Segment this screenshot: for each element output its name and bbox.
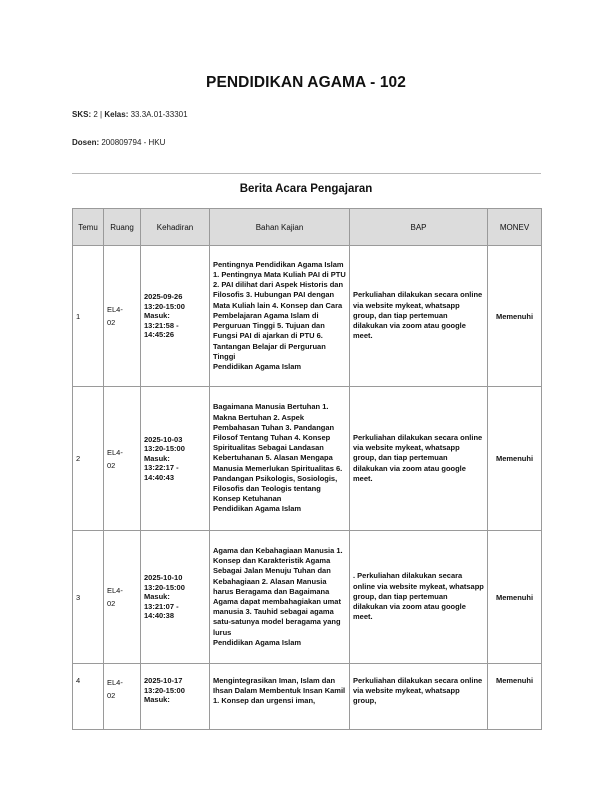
column-header-temu: Temu bbox=[73, 209, 104, 246]
divider bbox=[72, 173, 541, 174]
cell-kehadiran: 2025-10-10 13:20-15:00 Masuk: 13:21:07 - 14:40:38 bbox=[141, 531, 210, 664]
kelas-label: Kelas: bbox=[104, 110, 129, 119]
column-header-bap: BAP bbox=[350, 209, 488, 246]
kelas-value: 33.3A.01-33301 bbox=[130, 110, 188, 119]
lecturer-line bbox=[72, 138, 165, 147]
cell-bap: Perkuliahan dilakukan secara online via website mykeat, whatsapp group, dan tiap pertemuan dilakukan via zoom atau google meet. bbox=[350, 246, 488, 387]
table-row bbox=[73, 387, 542, 531]
page-title: PENDIDIKAN AGAMA - 102 bbox=[206, 74, 406, 91]
cell-temu: 3 bbox=[73, 531, 104, 664]
teaching-record-table bbox=[72, 208, 542, 730]
column-header-monev: MONEV bbox=[488, 209, 542, 246]
separator: | bbox=[100, 110, 103, 119]
cell-bap: Perkuliahan dilakukan secara online via website mykeat, whatsapp group, dan tiap pertemuan dilakukan via zoom atau google meet. bbox=[350, 387, 488, 531]
cell-monev: Memenuhi bbox=[488, 531, 542, 664]
cell-bahan-kajian: Mengintegrasikan Iman, Islam dan Ihsan Dalam Membentuk Insan Kamil 1. Konsep dan urgensi iman, bbox=[210, 664, 350, 730]
cell-ruang: EL4- 02 bbox=[104, 246, 141, 387]
cell-ruang: EL4- 02 bbox=[104, 387, 141, 531]
cell-temu: 2 bbox=[73, 387, 104, 531]
column-header-ruang: Ruang bbox=[104, 209, 141, 246]
cell-kehadiran: 2025-10-03 13:20-15:00 Masuk: 13:22:17 - 14:40:43 bbox=[141, 387, 210, 531]
cell-monev: Memenuhi bbox=[488, 246, 542, 387]
cell-bap: Perkuliahan dilakukan secara online via website mykeat, whatsapp group, bbox=[350, 664, 488, 730]
cell-temu: 1 bbox=[73, 246, 104, 387]
section-title: Berita Acara Pengajaran bbox=[239, 183, 373, 195]
sks-label: SKS: bbox=[72, 110, 92, 119]
cell-kehadiran: 2025-10-17 13:20-15:00 Masuk: bbox=[141, 664, 210, 730]
cell-bahan-kajian: Agama dan Kebahagiaan Manusia 1. Konsep dan Karakteristik Agama Sebagai Jalan Menuju Tuhan dan Kebahagiaan 2. Alasan Manusia harus Beragama dan Bagaimana Agama dapat membahagiakan umat manusia 3. Tauhid sebagai agama satu-satunya model beragama yang lurus Pendidikan Agama Islam bbox=[210, 531, 350, 664]
table-row bbox=[73, 664, 542, 730]
cell-monev: Memenuhi bbox=[488, 387, 542, 531]
column-header-bahan-kajian: Bahan Kajian bbox=[210, 209, 350, 246]
dosen-label: Dosen: bbox=[72, 138, 100, 147]
cell-ruang: EL4- 02 bbox=[104, 664, 141, 730]
course-meta-line bbox=[72, 110, 188, 119]
cell-ruang: EL4- 02 bbox=[104, 531, 141, 664]
column-header-kehadiran: Kehadiran bbox=[141, 209, 210, 246]
table-row bbox=[73, 246, 542, 387]
cell-temu: 4 bbox=[73, 664, 104, 730]
cell-bahan-kajian: Pentingnya Pendidikan Agama Islam 1. Pentingnya Mata Kuliah PAI di PTU 2. PAI dilihat dari Aspek Historis dan Filosofis 3. Hubungan PAI dengan Mata Kuliah lain 4. Konsep dan Cara Pembelajaran Agama Islam di Perguruan Tinggi 5. Tujuan dan Fungsi PAI di ajarkan di PTU 6. Tantangan Belajar di Perguruan Tinggi Pendidikan Agama Islam bbox=[210, 246, 350, 387]
cell-monev: Memenuhi bbox=[488, 664, 542, 730]
table-header-row bbox=[73, 209, 542, 246]
cell-bap: . Perkuliahan dilakukan secara online via website mykeat, whatsapp group, dan tiap pertemuan dilakukan via zoom atau google meet. bbox=[350, 531, 488, 664]
cell-kehadiran: 2025-09-26 13:20-15:00 Masuk: 13:21:58 - 14:45:26 bbox=[141, 246, 210, 387]
table-row bbox=[73, 531, 542, 664]
dosen-value: 200809794 - HKU bbox=[101, 138, 166, 147]
sks-value: 2 bbox=[93, 110, 98, 119]
cell-bahan-kajian: Bagaimana Manusia Bertuhan 1. Makna Bertuhan 2. Aspek Pembahasan Tuhan 3. Pandangan Filosof Tentang Tuhan 4. Konsep Spiritualitas Sebagai Landasan Kebertuhanan 5. Alasan Mengapa Manusia Memerlukan Spiritualitas 6. Pandangan Psikologis, Sosiologis, Filosofis dan Teologis tentang Konsep Ketuhanan Pendidikan Agama Islam bbox=[210, 387, 350, 531]
